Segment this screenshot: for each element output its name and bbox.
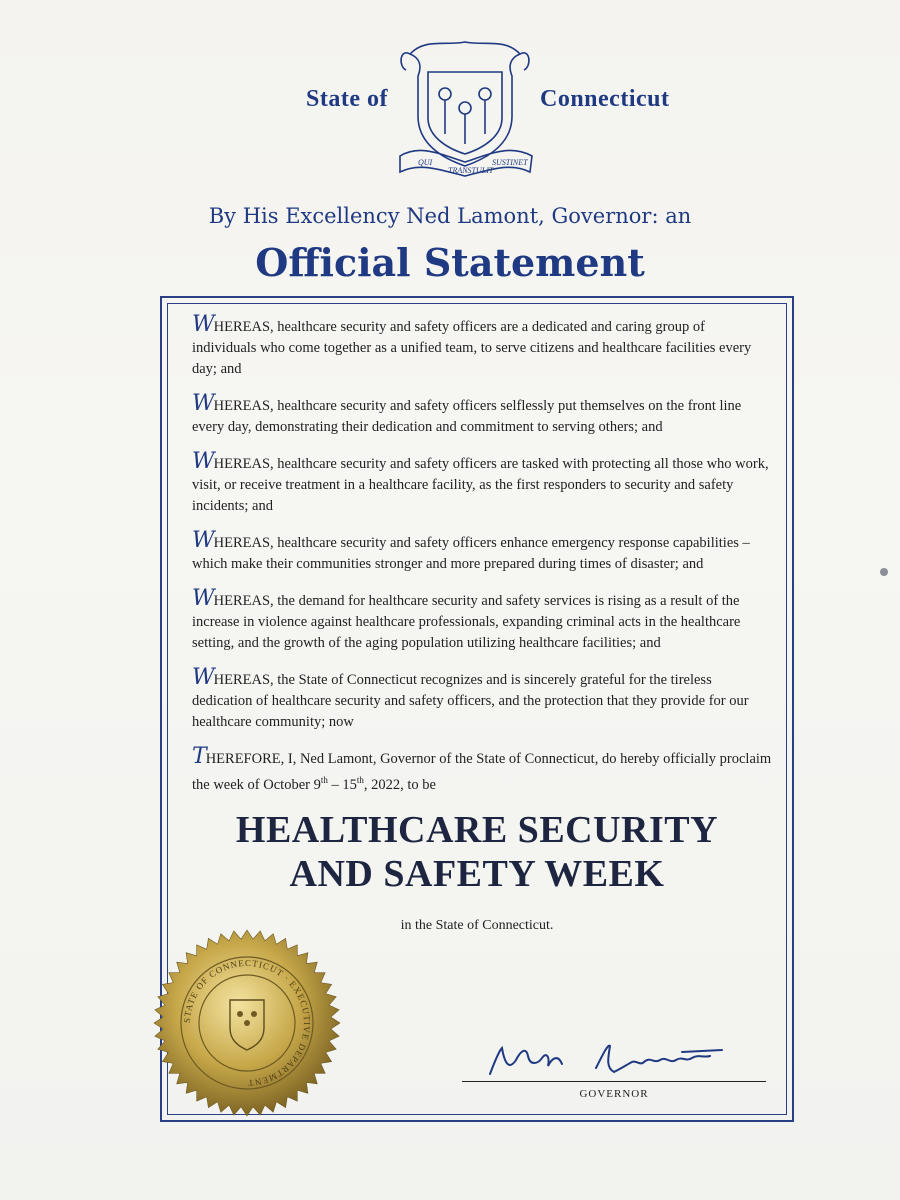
governor-label: GOVERNOR xyxy=(579,1088,649,1100)
governor-signature xyxy=(486,1038,736,1082)
motto-word-1: QUI xyxy=(418,158,433,167)
dropcap: W xyxy=(192,586,214,611)
whereas-paragraph xyxy=(192,451,772,517)
dropcap: W xyxy=(192,391,214,416)
signature-line xyxy=(462,1081,766,1082)
dropcap: W xyxy=(192,449,214,474)
ordinal-suffix: th xyxy=(356,775,364,785)
motto-word-3: SUSTINET xyxy=(492,158,528,167)
therefore-paragraph xyxy=(192,746,772,796)
paragraph-text: HEREAS, the demand for healthcare security and safety services is rising as a result of the increase in violence against healthcare professionals, expanding criminal acts in the healthcare setting, and the growth of the aging population utilizing healthcare facilities; and xyxy=(192,593,741,651)
dropcap: W xyxy=(192,312,214,337)
in-state-line: in the State of Connecticut. xyxy=(400,918,554,933)
whereas-paragraph xyxy=(192,393,772,438)
headline-line-1: HEALTHCARE SECURITY xyxy=(235,809,719,851)
paper-mark xyxy=(880,568,888,576)
whereas-paragraph xyxy=(192,530,772,575)
whereas-paragraph xyxy=(192,314,772,380)
paragraph-text: HEREAS, healthcare security and safety officers are tasked with protecting all those who work, visit, or receive treatment in a healthcare facility, as the first responders to security and safety incidents; and xyxy=(192,456,769,514)
whereas-paragraph xyxy=(192,588,772,654)
state-of-label: State of xyxy=(306,86,388,112)
ordinal-suffix: th xyxy=(320,775,328,785)
therefore-text-2: – 15 xyxy=(327,776,357,793)
page-title: Official Statement xyxy=(255,240,645,285)
therefore-text-3: , 2022, to be xyxy=(363,776,436,793)
whereas-paragraph xyxy=(192,667,772,733)
dropcap: T xyxy=(192,744,206,769)
connecticut-label: Connecticut xyxy=(540,86,670,112)
gold-seal-icon xyxy=(152,928,342,1118)
paragraph-text: HEREAS, the State of Connecticut recognizes and is sincerely grateful for the tireless dedication of healthcare security and safety officers, and the protection that they provide for our healthcare community; now xyxy=(192,672,749,730)
dropcap: W xyxy=(192,528,214,553)
motto-word-2: TRANSTULIT xyxy=(448,166,494,175)
seal-text: STATE OF CONNECTICUT · EXECUTIVE DEPARTMENT xyxy=(181,957,313,1089)
paragraph-text: HEREAS, healthcare security and safety officers are a dedicated and caring group of individuals who come together as a unified team, to serve citizens and healthcare facilities every day; and xyxy=(192,319,752,377)
therefore-text-1: HEREFORE, I, Ned Lamont, Governor of the State of Connecticut, do hereby officially proclaim the week of October 9 xyxy=(192,751,772,793)
proclamation-headline xyxy=(192,808,762,896)
paragraph-text: HEREAS, healthcare security and safety officers enhance emergency response capabilities – which make their communities stronger and more prepared during times of disaster; and xyxy=(192,535,750,572)
byline: By His Excellency Ned Lamont, Governor: an xyxy=(208,204,692,228)
paragraph-text: HEREAS, healthcare security and safety officers selflessly put themselves on the front line every day, demonstrating their dedication and commitment to serving others; and xyxy=(192,398,742,435)
connecticut-crest-icon xyxy=(370,36,560,186)
proclamation-body xyxy=(192,314,772,809)
headline-line-2: AND SAFETY WEEK xyxy=(289,853,665,895)
dropcap: W xyxy=(192,665,214,690)
